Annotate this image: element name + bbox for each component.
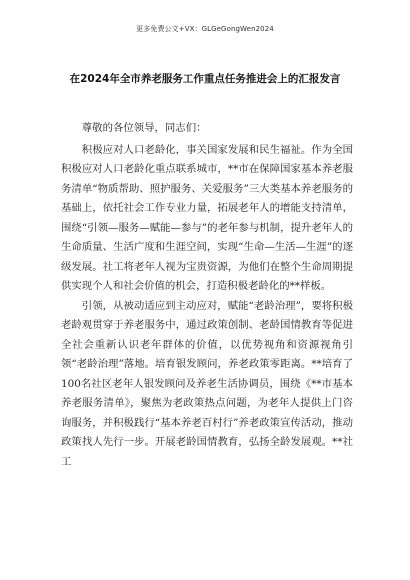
document-title: 在2024年全市养老服务工作重点任务推进会上的汇报发言 <box>69 73 341 85</box>
document-body <box>61 119 353 472</box>
header-note: 更多免费公文+VX：GLGeGongWen2024 <box>136 25 274 33</box>
paragraph-1: 积极应对人口老龄化，事关国家发展和民生福祉。作为全国积极应对人口老龄化重点联系城市，**市在保障国家基本养老服务清单“物质帮助、照护服务、关爱服务”三大类基本养老服务的基础上，依托社会工作专业力量，拓展老年人的增能支持清单，围绕“引领—服务—赋能—参与”的老年参与机制，提升老年人的生命质量、生活广度和生涯空间，实现“生命—生活—生涯”的逐级发展。社工将老年人视为宝贵资源，为他们在整个生命周期提供实现个人和社会价值的机会，打造积极老龄化的**样板。 <box>61 143 353 292</box>
paragraph-2: 引领，从被动适应到主动应对，赋能“老龄治理”，要将积极老龄观贯穿于养老服务中，通过政策创制、老龄国情教育等促进全社会重新认识老年群体的价值，以优势视角和资源视角引领“老龄治理”落地。培育银发顾问，养老政策零距离。**培育了100名社区老年人银发顾问及养老生活协调员，围绕《**市基本养老服务清单》，聚焦为老政策热点问题，为老年人提供上门咨询服务，并积极践行“基本养老百村行”养老政策宣传活动，推动政策找人先行一步。开展老龄国情教育，弘扬全龄发展观。**社工 <box>61 299 353 468</box>
salutation: 尊敬的各位领导，同志们： <box>81 122 207 134</box>
